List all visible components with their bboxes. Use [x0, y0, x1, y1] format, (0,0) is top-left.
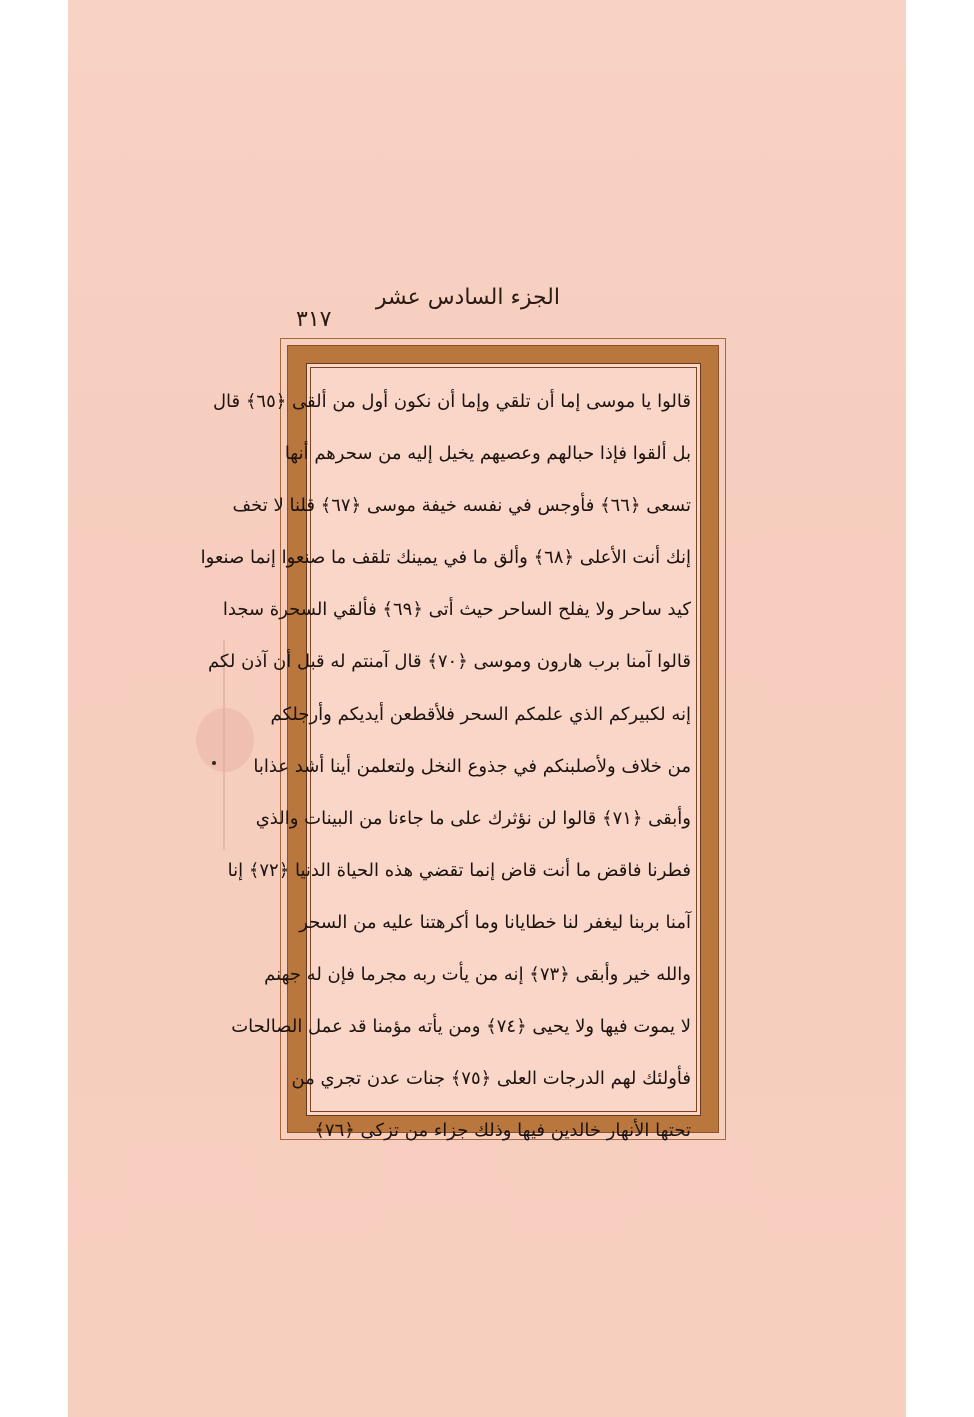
text-line: وأبقى ﴿٧١﴾ قالوا لن نؤثرك على ما جاءنا من البينات والذي [255, 807, 691, 829]
text-line: آمنا بربنا ليغفر لنا خطايانا وما أكرهتنا عليه من السحر [299, 911, 691, 933]
page-number: ٣١٧ [296, 307, 332, 332]
quran-text-block [200, 376, 691, 1142]
text-line: فطرنا فاقض ما أنت قاض إنما تقضي هذه الحياة الدنيا ﴿٧٢﴾ إنا [227, 859, 691, 881]
text-line: إنه لكبيركم الذي علمكم السحر فلأقطعن أيديكم وأرجلكم [270, 703, 691, 725]
text-line: كيد ساحر ولا يفلح الساحر حيث أتى ﴿٦٩﴾ فألقي السحرة سجدا [222, 599, 691, 621]
text-line: فأولئك لهم الدرجات العلى ﴿٧٥﴾ جنات عدن تجري من [291, 1068, 691, 1090]
text-line: والله خير وأبقى ﴿٧٣﴾ إنه من يأت ربه مجرما فإن له جهنم [264, 964, 691, 986]
text-line: إنك أنت الأعلى ﴿٦٨﴾ وألق ما في يمينك تلقف ما صنعوا إنما صنعوا [200, 547, 691, 569]
margin-dot [212, 761, 216, 765]
text-line: لا يموت فيها ولا يحيى ﴿٧٤﴾ ومن يأته مؤمنا قد عمل الصالحات [231, 1016, 691, 1038]
text-line: قالوا آمنا برب هارون وموسى ﴿٧٠﴾ قال آمنتم له قبل أن آذن لكم [207, 651, 691, 673]
text-line: تسعى ﴿٦٦﴾ فأوجس في نفسه خيفة موسى ﴿٦٧﴾ قلنا لا تخف [232, 495, 691, 517]
juz-title: الجزء السادس عشر [375, 285, 560, 310]
margin-rosette-icon [196, 708, 254, 772]
text-line: بل ألقوا فإذا حبالهم وعصيهم يخيل إليه من سحرهم أنها [284, 443, 691, 465]
text-line: تحتها الأنهار خالدين فيها وذلك جزاء من تزكى ﴿٧٦﴾ [314, 1120, 691, 1142]
text-line: قالوا يا موسى إما أن تلقي وإما أن نكون أول من ألقى ﴿٦٥﴾ قال [212, 391, 691, 412]
text-line: من خلاف ولأصلبنكم في جذوع النخل ولتعلمن أينا أشد عذابا [253, 755, 691, 777]
